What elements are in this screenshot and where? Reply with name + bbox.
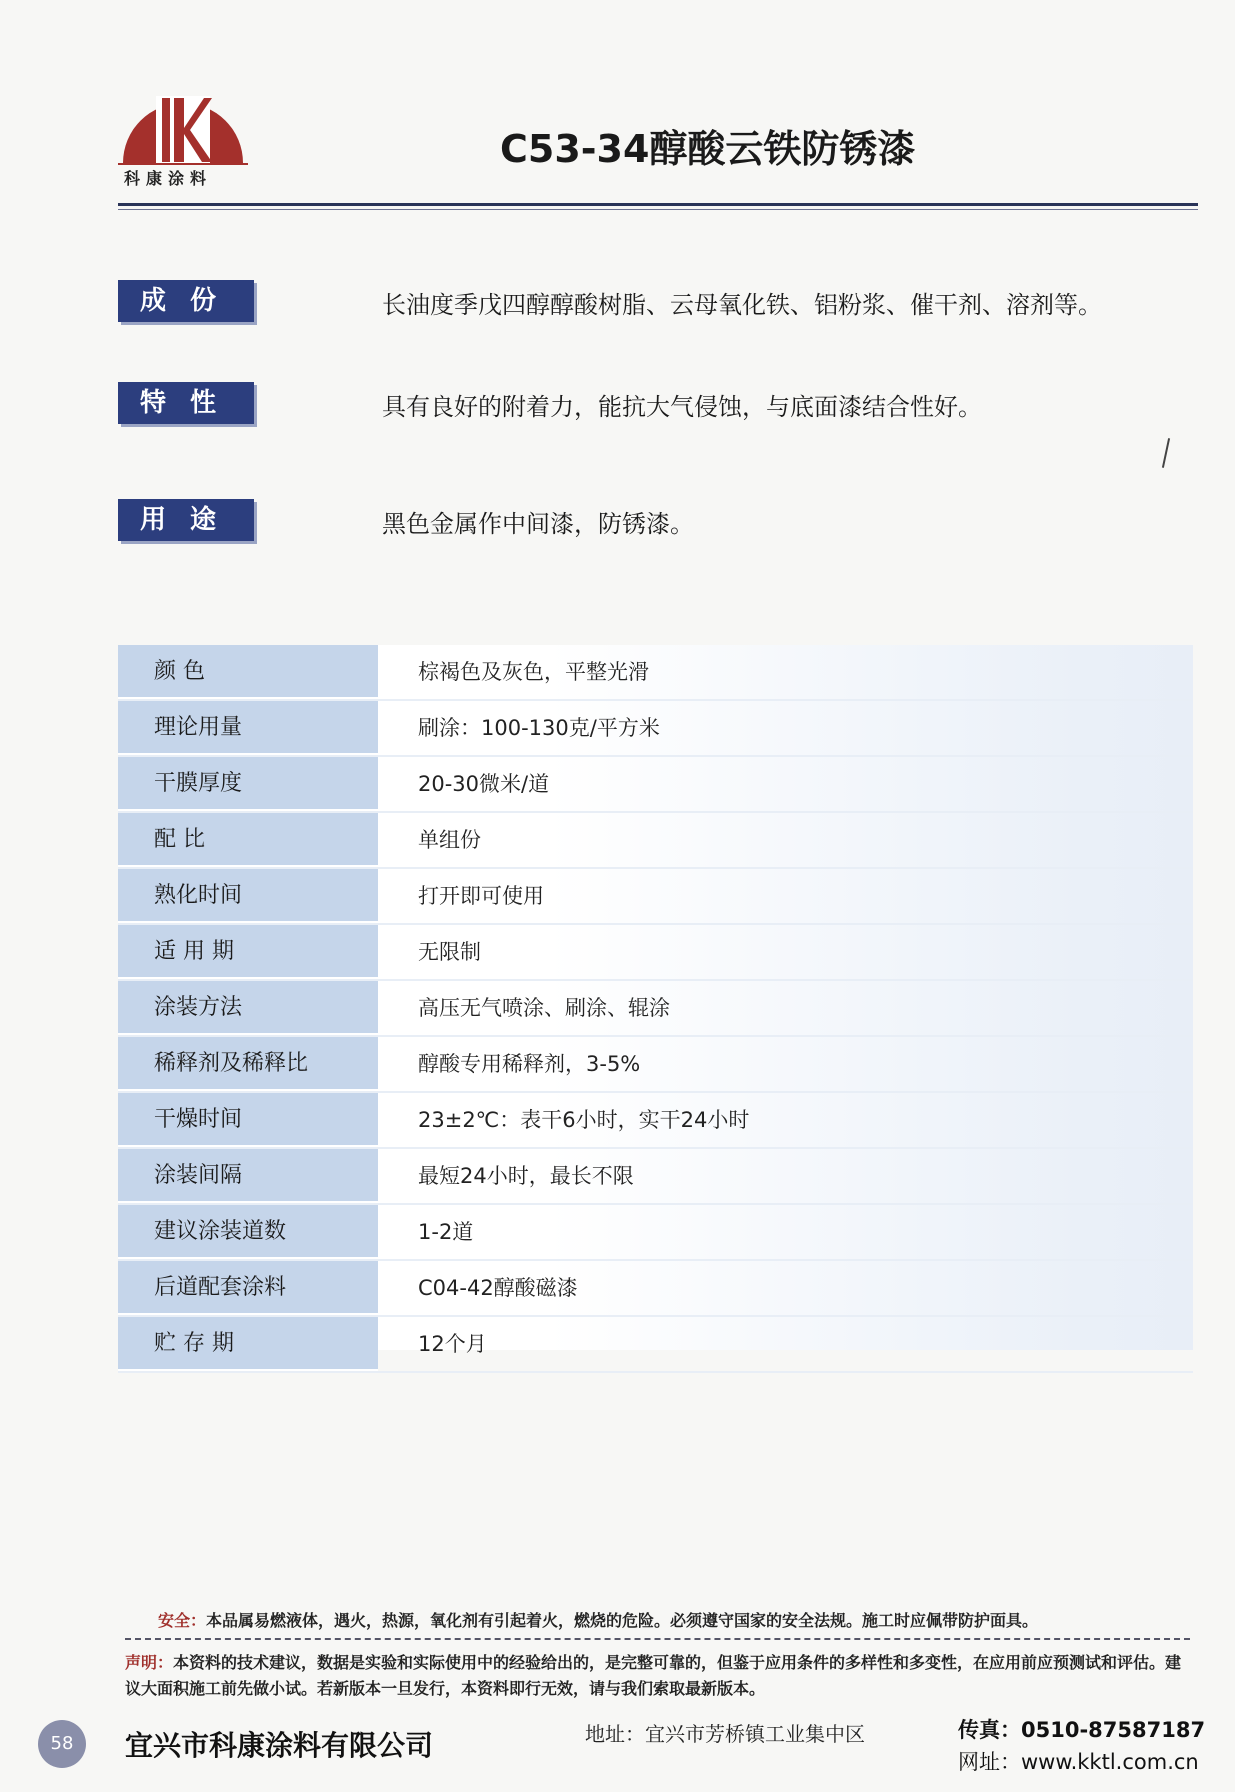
spec-row (118, 1149, 1193, 1205)
page-number: 58 (38, 1720, 86, 1768)
brand-name: 科康涂料 (124, 169, 213, 188)
spec-key: 后道配套涂料 (118, 1261, 378, 1315)
spec-row (118, 869, 1193, 925)
section-label-usage: 用途 (118, 499, 254, 541)
pen-mark (1162, 438, 1170, 468)
safety-note (158, 1608, 1038, 1631)
spec-table (118, 645, 1193, 1356)
header-divider (118, 203, 1198, 206)
spec-value: 高压无气喷涂、刷涂、辊涂 (418, 996, 670, 1020)
section-label-properties: 特性 (118, 382, 254, 424)
section-label-composition: 成份 (118, 280, 254, 322)
spec-row (118, 981, 1193, 1037)
company-website: 网址：www.kktl.com.cn (958, 1750, 1199, 1774)
spec-value: 棕褐色及灰色，平整光滑 (418, 660, 649, 684)
spec-key: 熟化时间 (118, 869, 378, 923)
spec-key: 稀释剂及稀释比 (118, 1037, 378, 1091)
spec-value: 23±2℃：表干6小时，实干24小时 (418, 1108, 750, 1132)
disclaimer-label: 声明： (125, 1653, 174, 1672)
spec-key: 适 用 期 (118, 925, 378, 979)
company-logo (118, 88, 248, 198)
spec-row (118, 1093, 1193, 1149)
spec-value: 无限制 (418, 940, 481, 964)
spec-value: 醇酸专用稀释剂，3-5% (418, 1052, 641, 1076)
spec-value: C04-42醇酸磁漆 (418, 1276, 578, 1300)
spec-row (118, 1317, 1193, 1373)
spec-row (118, 1205, 1193, 1261)
spec-key: 颜 色 (118, 645, 378, 699)
section-text-composition: 长油度季戊四醇醇酸树脂、云母氧化铁、铝粉浆、催干剂、溶剂等。 (382, 291, 1102, 319)
spec-row (118, 1037, 1193, 1093)
spec-row (118, 925, 1193, 981)
spec-value: 打开即可使用 (418, 884, 544, 908)
spec-value: 最短24小时，最长不限 (418, 1164, 634, 1188)
spec-key: 配 比 (118, 813, 378, 867)
spec-value: 12个月 (418, 1332, 487, 1356)
spec-key: 涂装间隔 (118, 1149, 378, 1203)
disclaimer (125, 1650, 1190, 1702)
section-text-properties: 具有良好的附着力，能抗大气侵蚀，与底面漆结合性好。 (382, 393, 982, 421)
spec-value: 单组份 (418, 828, 481, 852)
spec-key: 理论用量 (118, 701, 378, 755)
spec-value: 刷涂：100-130克/平方米 (418, 716, 660, 740)
company-fax: 传真：0510-87587187 (958, 1718, 1206, 1742)
company-address: 地址：宜兴市芳桥镇工业集中区 (585, 1722, 865, 1746)
section-text-usage: 黑色金属作中间漆，防锈漆。 (382, 510, 694, 538)
spec-row (118, 1261, 1193, 1317)
spec-key: 干膜厚度 (118, 757, 378, 811)
spec-row (118, 645, 1193, 701)
spec-value: 20-30微米/道 (418, 772, 550, 796)
spec-value: 1-2道 (418, 1220, 474, 1244)
spec-row (118, 757, 1193, 813)
spec-row (118, 701, 1193, 757)
spec-row (118, 813, 1193, 869)
spec-key: 贮 存 期 (118, 1317, 378, 1371)
footer-divider (125, 1638, 1190, 1640)
page-title: C53-34醇酸云铁防锈漆 (500, 127, 916, 171)
safety-text: 本品属易燃液体，遇火，热源，氧化剂有引起着火，燃烧的危险。必须遵守国家的安全法规。施工时应佩带防护面具。 (206, 1611, 1039, 1630)
spec-key: 涂装方法 (118, 981, 378, 1035)
disclaimer-text: 本资料的技术建议，数据是实验和实际使用中的经验给出的，是完整可靠的，但鉴于应用条件的多样性和多变性，在应用前应预测试和评估。建议大面积施工前先做小试。若新版本一旦发行，本资料即行无效，请与我们索取最新版本。 (125, 1653, 1182, 1698)
safety-label: 安全： (158, 1611, 207, 1630)
company-name: 宜兴市科康涂料有限公司 (125, 1729, 434, 1762)
header-divider-thin (118, 209, 1198, 210)
spec-key: 建议涂装道数 (118, 1205, 378, 1259)
spec-key: 干燥时间 (118, 1093, 378, 1147)
logo-emblem-icon (118, 88, 248, 168)
